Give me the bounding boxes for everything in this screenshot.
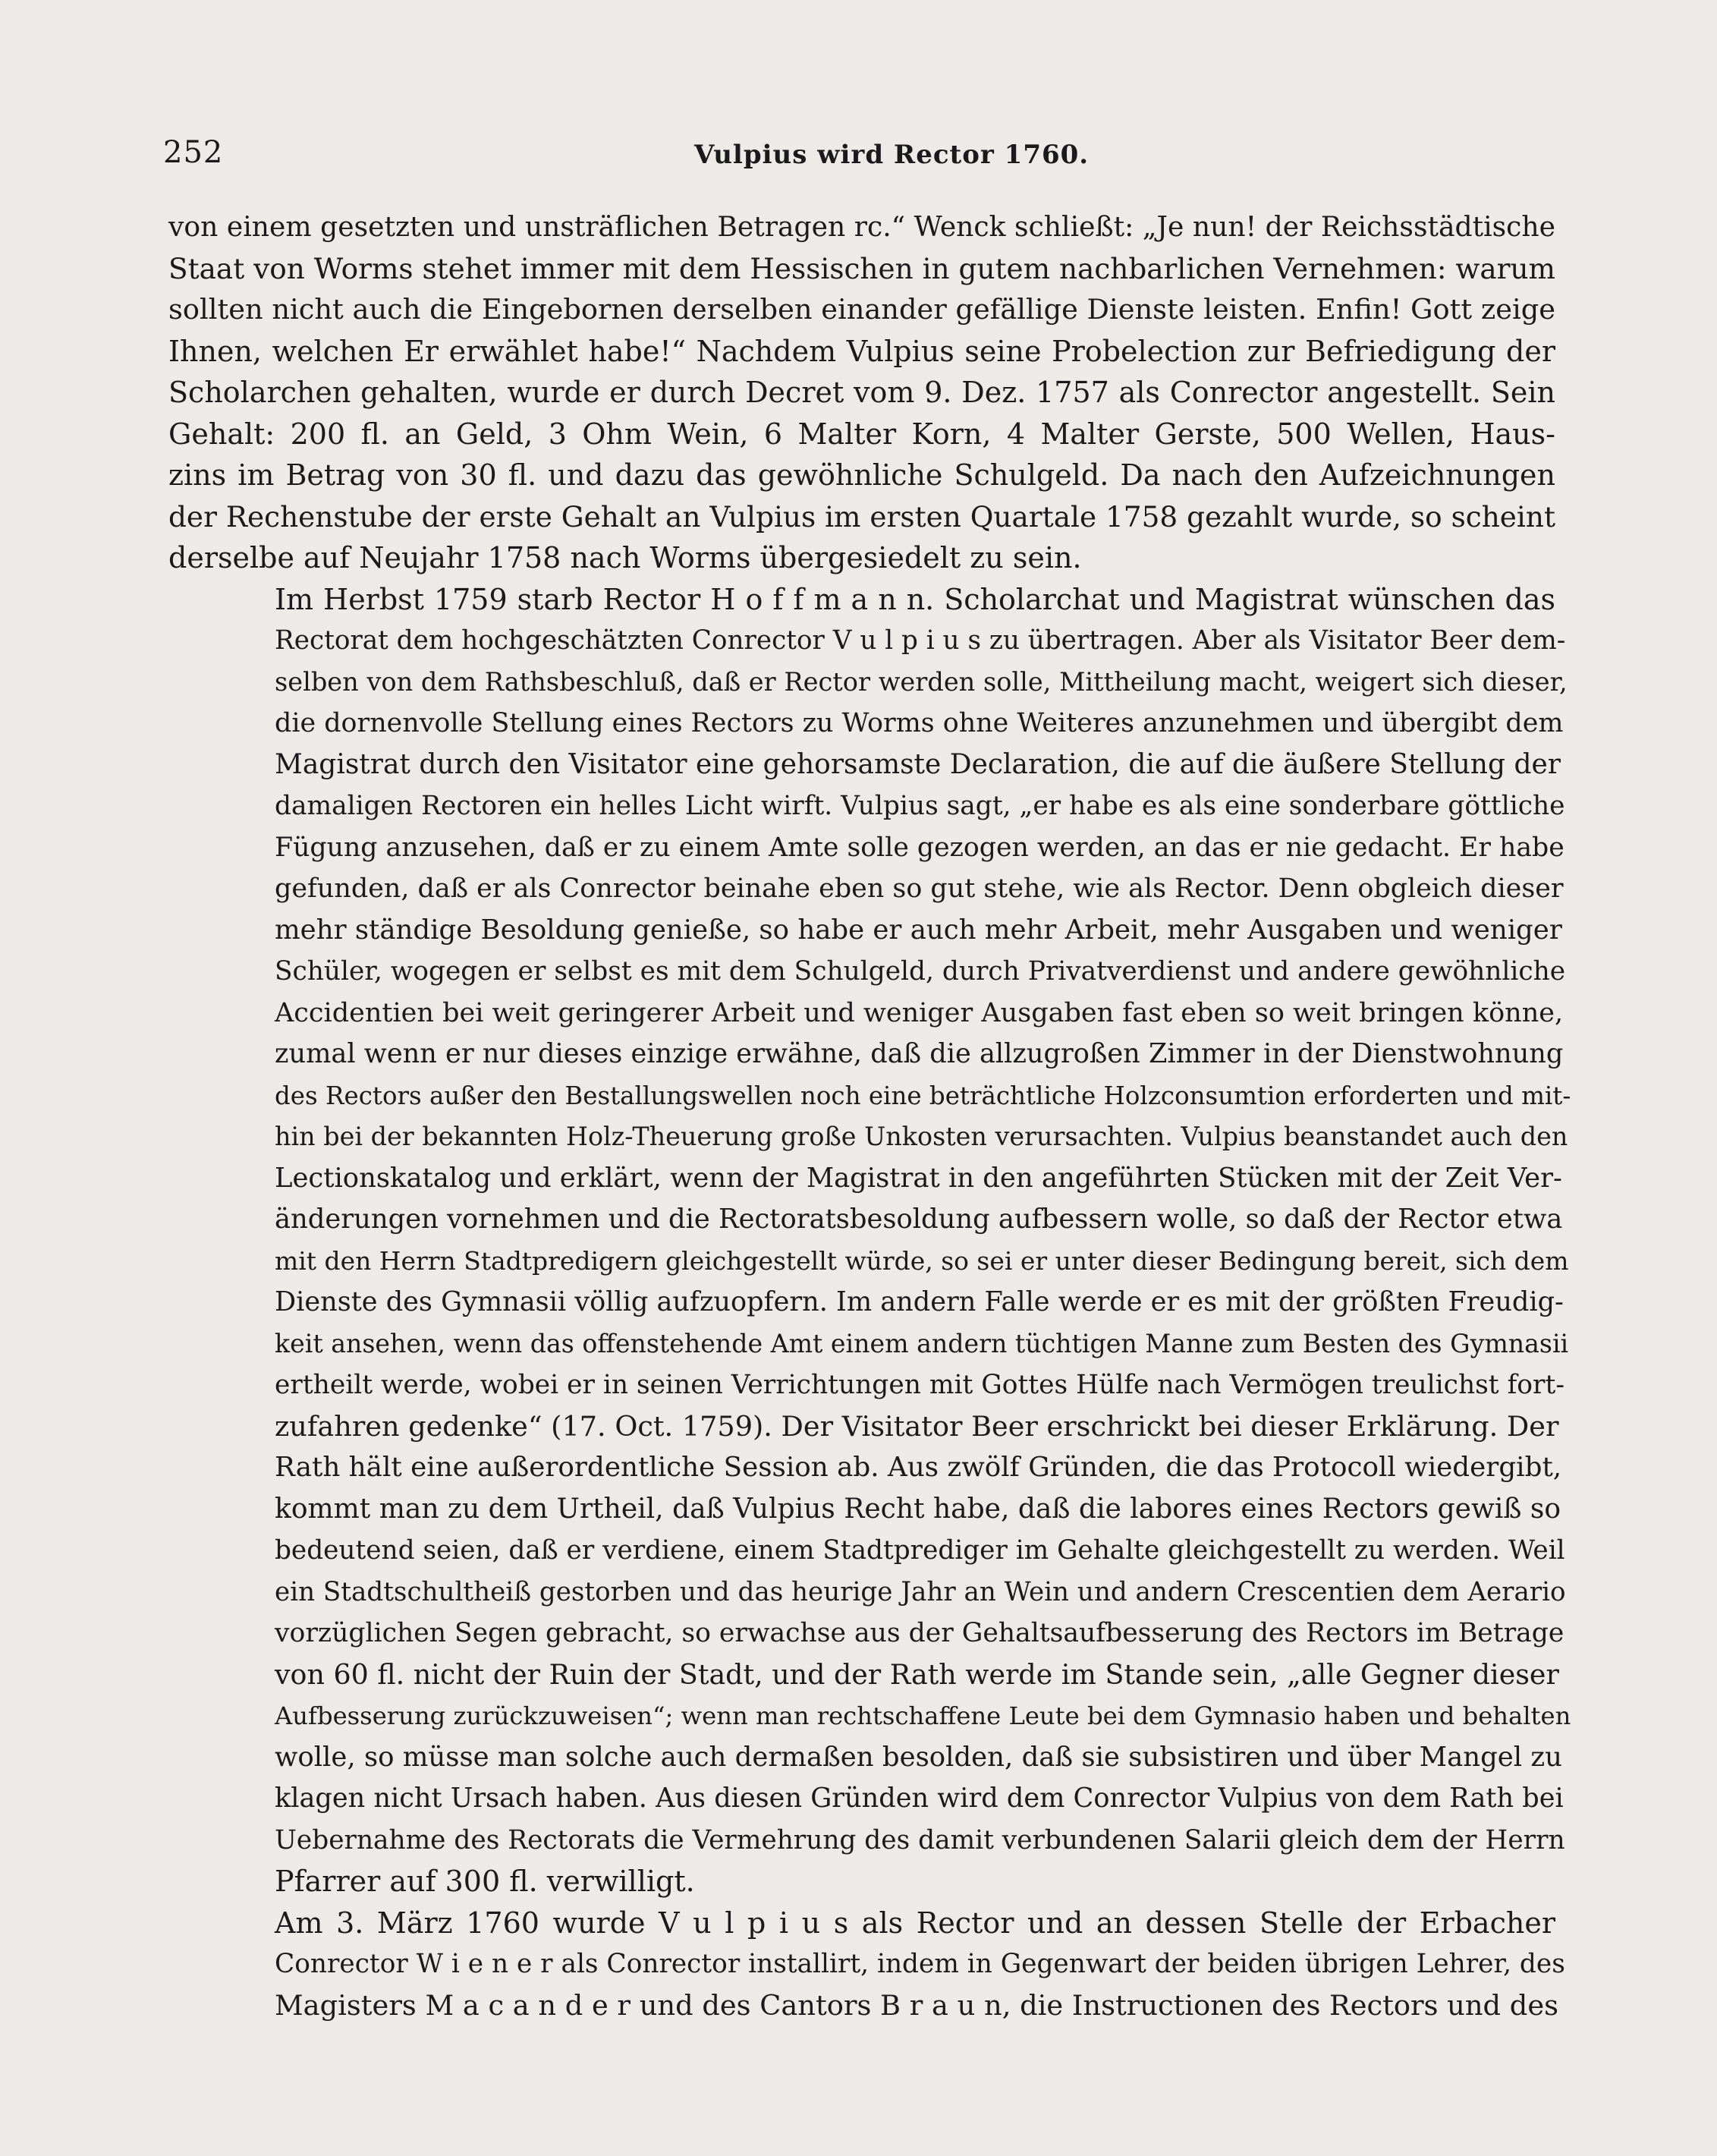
text-line: keit ansehen, wenn das offenstehende Amt einem andern tüchtigen Manne zum Besten des Gymnasii	[275, 1328, 1569, 1358]
text-line: Staat von Worms stehet immer mit dem Hessischen in gutem nachbarlichen Vernehmen: warum	[168, 251, 1555, 285]
text-line: Magistrat durch den Visitator eine gehorsamste Declaration, die auf die äußere Stellung der	[275, 748, 1561, 780]
text-line: Lectionskatalog und erklärt, wenn der Magistrat in den angeführten Stücken mit der Zeit Ver-	[275, 1162, 1562, 1194]
text-line: selben von dem Rathsbeschluß, daß er Rector werden solle, Mittheilung macht, weigert sich dieser,	[275, 666, 1568, 697]
text-line: klagen nicht Ursach haben. Aus diesen Gründen wird dem Conrector Vulpius von dem Rath bei	[275, 1783, 1564, 1814]
text-line: der Rechenstube der erste Gehalt an Vulpius im ersten Quartale 1758 gezahlt wurde, so scheint	[168, 499, 1555, 533]
text-line: Scholarchen gehalten, wurde er durch Decret vom 9. Dez. 1757 als Conrector angestellt. Sein	[168, 376, 1555, 409]
text-line: vorzüglichen Segen gebracht, so erwachse aus der Gehaltsaufbesserung des Rectors im Betrage	[275, 1618, 1564, 1648]
text-line: gefunden, daß er als Conrector beinahe eben so gut stehe, wie als Rector. Denn obgleich dieser	[275, 873, 1564, 904]
text-line: Am 3. März 1760 wurde V u l p i u s als Rector und an dessen Stelle der Erbacher	[275, 1906, 1555, 1940]
text-line: Conrector W i e n e r als Conrector installirt, indem in Gegenwart der beiden übrigen Lehrer, des	[275, 1949, 1565, 1979]
text-line: Accidentien bei weit geringerer Arbeit und weniger Ausgaben fast eben so weit bringen könne,	[275, 996, 1564, 1028]
running-title: Vulpius wird Rector 1760.	[694, 140, 1090, 170]
text-line: Ihnen, welchen Er erwählet habe!“ Nachdem Vulpius seine Probelection zur Befriedigung der	[168, 334, 1555, 368]
text-line: mit den Herrn Stadtpredigern gleichgestellt würde, so sei er unter dieser Bedingung bereit, sich dem	[275, 1245, 1569, 1276]
text-line: Schüler, wogegen er selbst es mit dem Schulgeld, durch Privatverdienst und andere gewöhnliche	[275, 956, 1566, 987]
text-line: Dienste des Gymnasii völlig aufzuopfern. Im andern Falle werde er es mit der größten Freudig-	[275, 1286, 1564, 1317]
text-line: Rectorat dem hochgeschätzten Conrector V u l p i u s zu übertragen. Aber als Visitator Beer dem-	[275, 625, 1566, 656]
page-header	[163, 135, 1555, 181]
text-line: zufahren gedenke“ (17. Oct. 1759). Der Visitator Beer erschrickt bei dieser Erklärung. Der	[275, 1409, 1559, 1443]
text-line: Magisters M a c a n d e r und des Cantors B r a u n, die Instructionen des Rectors und des	[275, 1988, 1558, 2022]
text-line: Rath hält eine außerordentliche Session ab. Aus zwölf Gründen, die das Protocoll wiedergibt,	[275, 1452, 1562, 1483]
body-text	[168, 206, 1571, 2026]
page-number: 252	[163, 135, 224, 170]
paragraph	[168, 579, 1571, 1903]
paragraph	[168, 206, 1555, 579]
text-line: mehr ständige Besoldung genieße, so habe er auch mehr Arbeit, mehr Ausgaben und weniger	[275, 914, 1562, 946]
text-line: von 60 fl. nicht der Ruin der Stadt, und der Rath werde im Stande sein, „alle Gegner dieser	[275, 1657, 1559, 1691]
text-line: des Rectors außer den Bestallungswellen noch eine beträchtliche Holzconsumtion erforderten und mit-	[275, 1081, 1571, 1110]
text-line: Pfarrer auf 300 fl. verwilligt.	[275, 1865, 695, 1898]
text-line: hin bei der bekannten Holz-Theuerung große Unkosten verursachten. Vulpius beanstandet auch den	[275, 1122, 1568, 1151]
text-line: kommt man zu dem Urtheil, daß Vulpius Recht habe, daß die labores eines Rectors gewiß so	[275, 1493, 1561, 1525]
text-line: die dornenvolle Stellung eines Rectors zu Worms ohne Weiteres anzunehmen und übergibt dem	[275, 708, 1564, 738]
text-line: zins im Betrag von 30 fl. und dazu das gewöhnliche Schulgeld. Da nach den Aufzeichnungen	[168, 458, 1555, 492]
text-line: Aufbesserung zurückzuweisen“; wenn man rechtschaffene Leute bei dem Gymnasio haben und behalten	[275, 1701, 1571, 1730]
text-line: derselbe auf Neujahr 1758 nach Worms übergesiedelt zu sein.	[168, 541, 1082, 574]
text-line: ein Stadtschultheiß gestorben und das heurige Jahr an Wein und andern Crescentien dem Aerario	[275, 1576, 1566, 1607]
text-line: Fügung anzusehen, daß er zu einem Amte solle gezogen werden, an das er nie gedacht. Er habe	[275, 832, 1564, 863]
text-line: wolle, so müsse man solche auch dermaßen besolden, daß sie subsistiren und über Mangel zu	[275, 1741, 1562, 1773]
text-line: sollten nicht auch die Eingebornen derselben einander gefällige Dienste leisten. Enfin! Gott zeige	[168, 293, 1555, 326]
text-line: Gehalt: 200 fl. an Geld, 3 Ohm Wein, 6 Malter Korn, 4 Malter Gerste, 500 Wellen, Haus-	[168, 417, 1555, 451]
text-line: Uebernahme des Rectorats die Vermehrung des damit verbundenen Salarii gleich dem der Herrn	[275, 1824, 1565, 1855]
text-line: zumal wenn er nur dieses einzige erwähne, daß die allzugroßen Zimmer in der Dienstwohnung	[275, 1038, 1564, 1069]
text-line: von einem gesetzten und unsträflichen Betragen rc.“ Wenck schließt: „Je nun! der Reichsstädtische	[168, 210, 1555, 243]
text-line: bedeutend seien, daß er verdiene, einem Stadtprediger im Gehalte gleichgestellt zu werden. Weil	[275, 1535, 1565, 1566]
text-line: ertheilt werde, wobei er in seinen Verrichtungen mit Gottes Hülfe nach Vermögen treulichst fort-	[275, 1370, 1564, 1400]
paragraph	[168, 1903, 1565, 2027]
text-line: änderungen vornehmen und die Rectoratsbesoldung aufbessern wolle, so daß der Rector etwa	[275, 1204, 1563, 1235]
text-line: damaligen Rectoren ein helles Licht wirft. Vulpius sagt, „er habe es als eine sonderbare göttliche	[275, 791, 1565, 821]
text-line: Im Herbst 1759 starb Rector H o f f m a n n. Scholarchat und Magistrat wünschen das	[275, 582, 1555, 616]
